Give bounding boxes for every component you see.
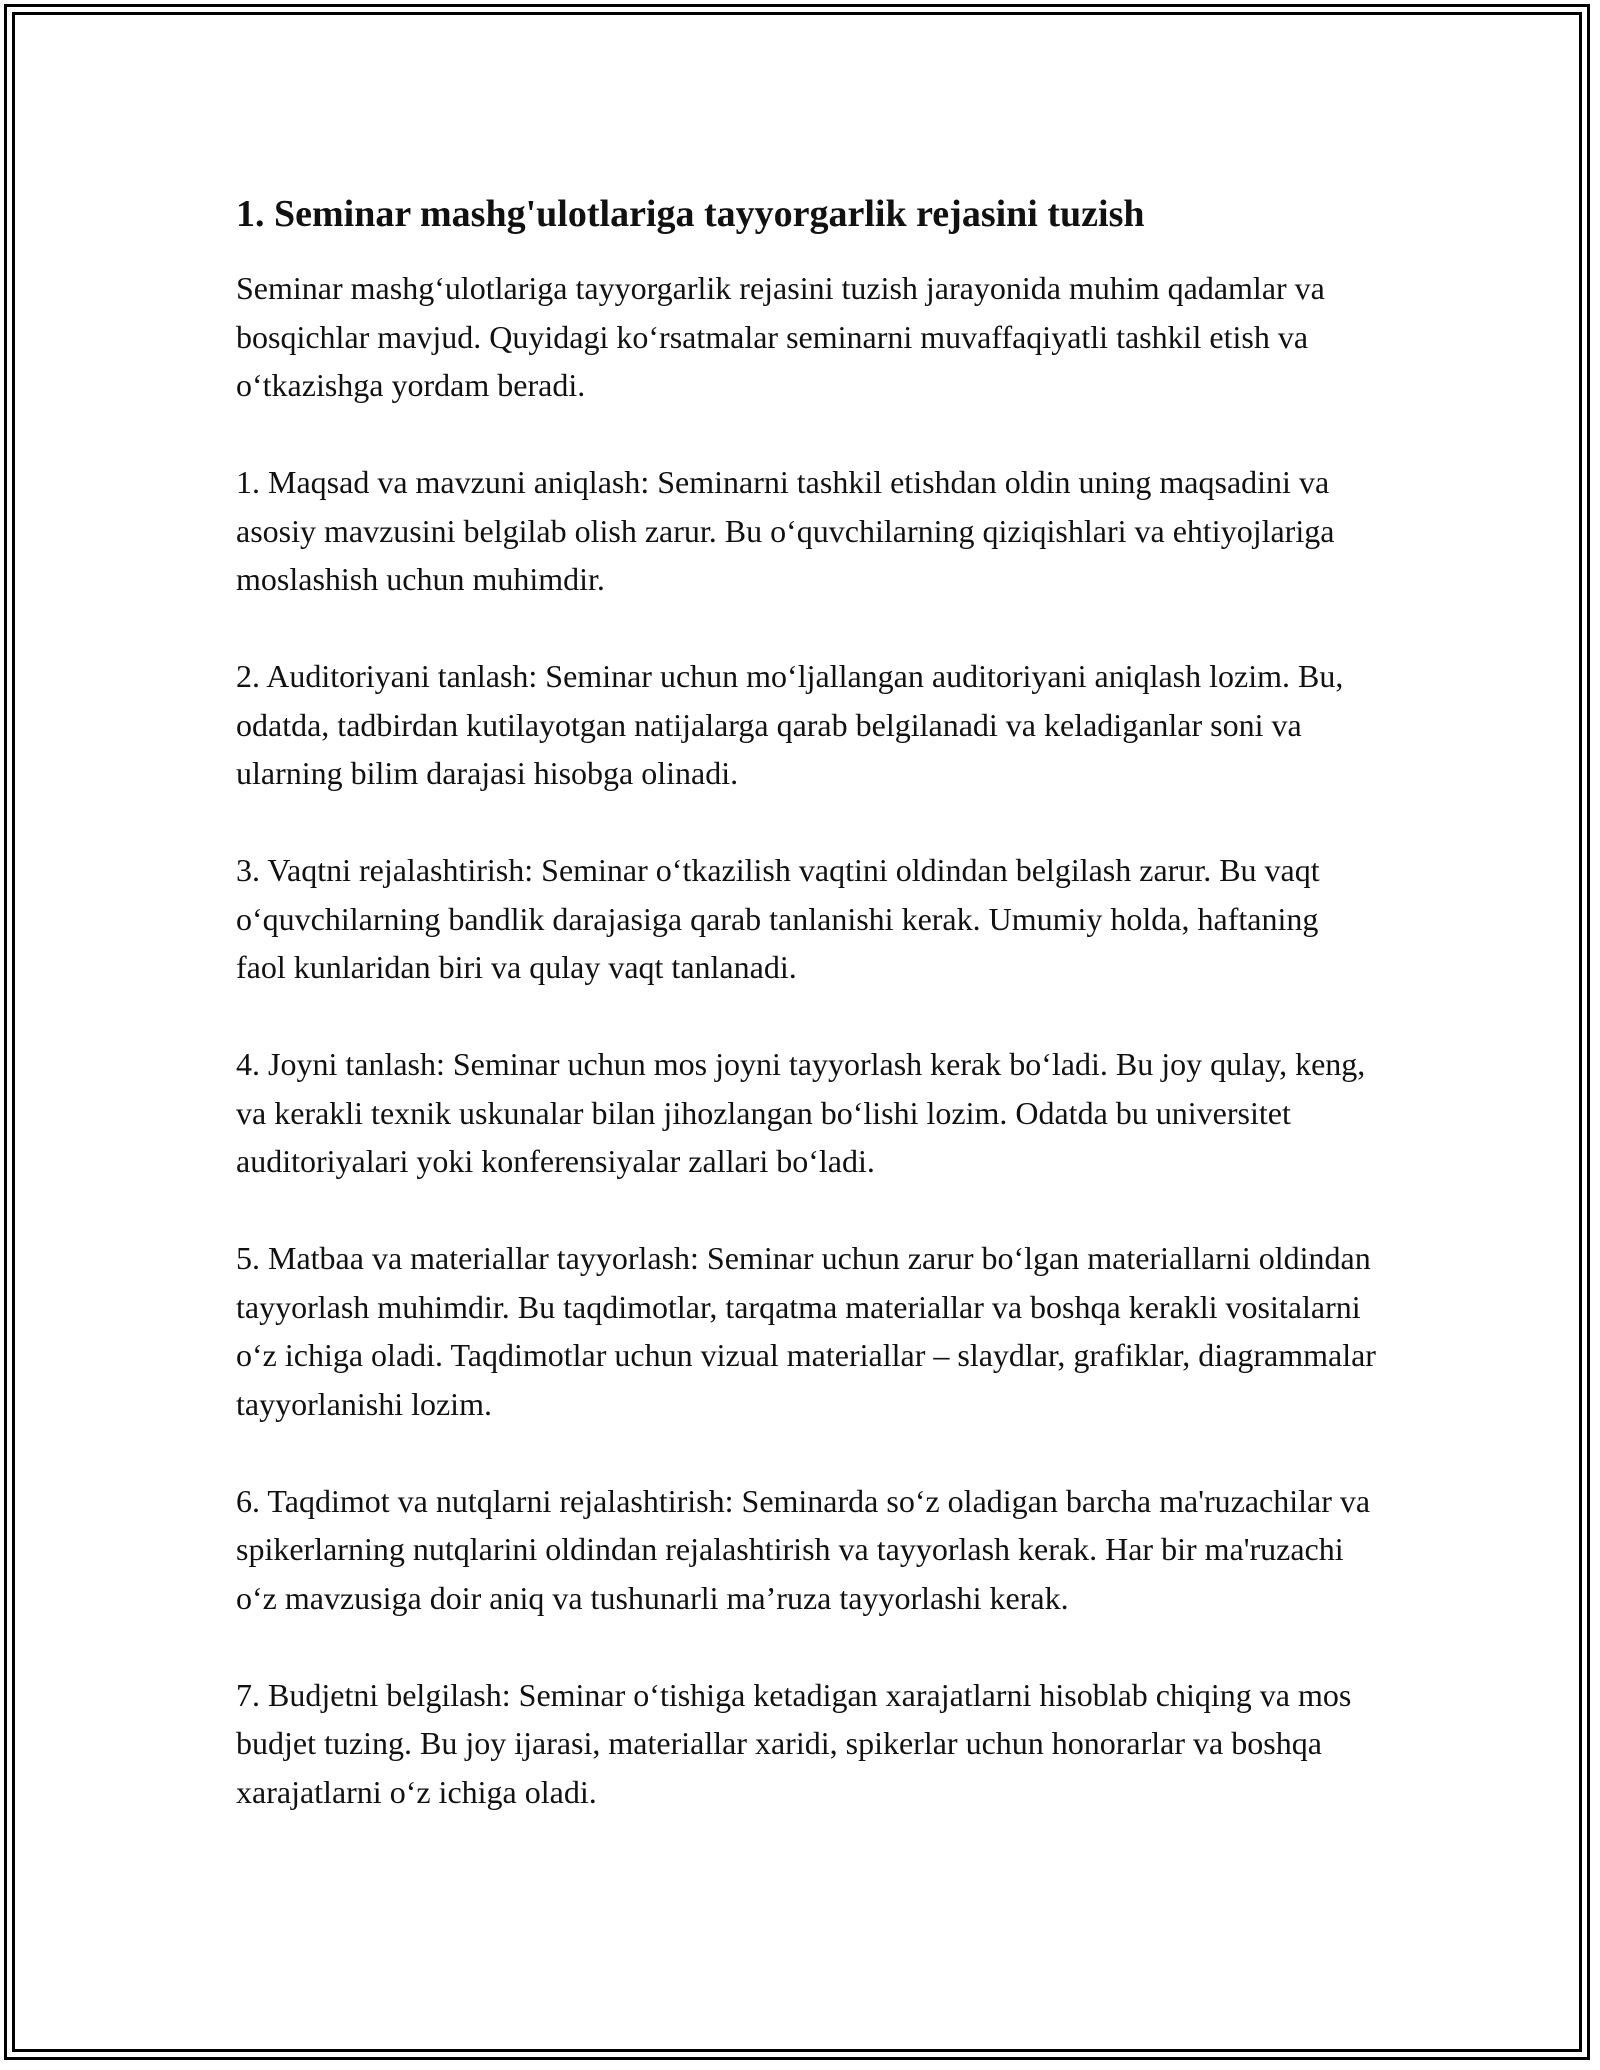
step-4-paragraph: 4. Joyni tanlash: Seminar uchun mos joyni tayyorlash kerak bo‘ladi. Bu joy qulay, keng, va kerakli texnik uskunalar bilan jihozlangan bo‘lishi lozim. Odatda bu universitet auditoriyalari yoki konferensiyalar zallari bo‘ladi. <box>236 1046 1366 1179</box>
step-6-paragraph: 6. Taqdimot va nutqlarni rejalashtirish: Seminarda so‘z oladigan barcha ma'ruzachilar va spikerlarning nutqlarini oldindan rejalashtirish va tayyorlash kerak. Har bir ma'ruzachi o‘z mavzusiga doir aniq va tushunarli ma’ruza tayyorlashi kerak. <box>236 1482 1371 1616</box>
step-5-paragraph: 5. Matbaa va materiallar tayyorlash: Seminar uchun zarur bo‘lgan materiallarni oldindan tayyorlash muhimdir. Bu taqdimotlar, tarqatma materiallar va boshqa kerakli vositalarni o‘z ichiga oladi. Taqdimotlar uchun vizual materiallar – slaydlar, grafiklar, diagrammalar tayyorlanishi lozim. <box>236 1240 1376 1422</box>
intro-paragraph: Seminar mashg‘ulotlariga tayyorgarlik rejasini tuzish jarayonida muhim qadamlar va bosqichlar mavjud. Quyidagi ko‘rsatmalar seminarni muvaffaqiyatli tashkil etish va o‘tkazishga yordam beradi. <box>236 270 1325 403</box>
document-heading: 1. Seminar mashg'ulotlariga tayyorgarlik rejasini tuzish <box>236 193 1145 235</box>
step-1-paragraph: 1. Maqsad va mavzuni aniqlash: Seminarni tashkil etishdan oldin uning maqsadini va asosiy mavzusini belgilab olish zarur. Bu o‘quvchilarning qiziqishlari va ehtiyojlariga moslashish uchun muhimdir. <box>236 464 1335 597</box>
step-3-paragraph: 3. Vaqtni rejalashtirish: Seminar o‘tkazilish vaqtini oldindan belgilash zarur. Bu vaqt o‘quvchilarning bandlik darajasiga qarab tanlanishi kerak. Umumiy holda, haftaning faol kunlaridan biri va qulay vaqt tanlanadi. <box>236 852 1320 985</box>
step-7-paragraph: 7. Budjetni belgilash: Seminar o‘tishiga ketadigan xarajatlarni hisoblab chiqing va mos budjet tuzing. Bu joy ijarasi, materiallar xaridi, spikerlar uchun honorarlar va boshqa xarajatlarni o‘z ichiga oladi. <box>236 1676 1352 1810</box>
document-body <box>236 190 1376 1816</box>
step-2-paragraph: 2. Auditoriyani tanlash: Seminar uchun mo‘ljallangan auditoriyani aniqlash lozim. Bu, odatda, tadbirdan kutilayotgan natijalarga qarab belgilanadi va keladiganlar soni va ularning bilim darajasi hisobga olinadi. <box>236 658 1344 791</box>
